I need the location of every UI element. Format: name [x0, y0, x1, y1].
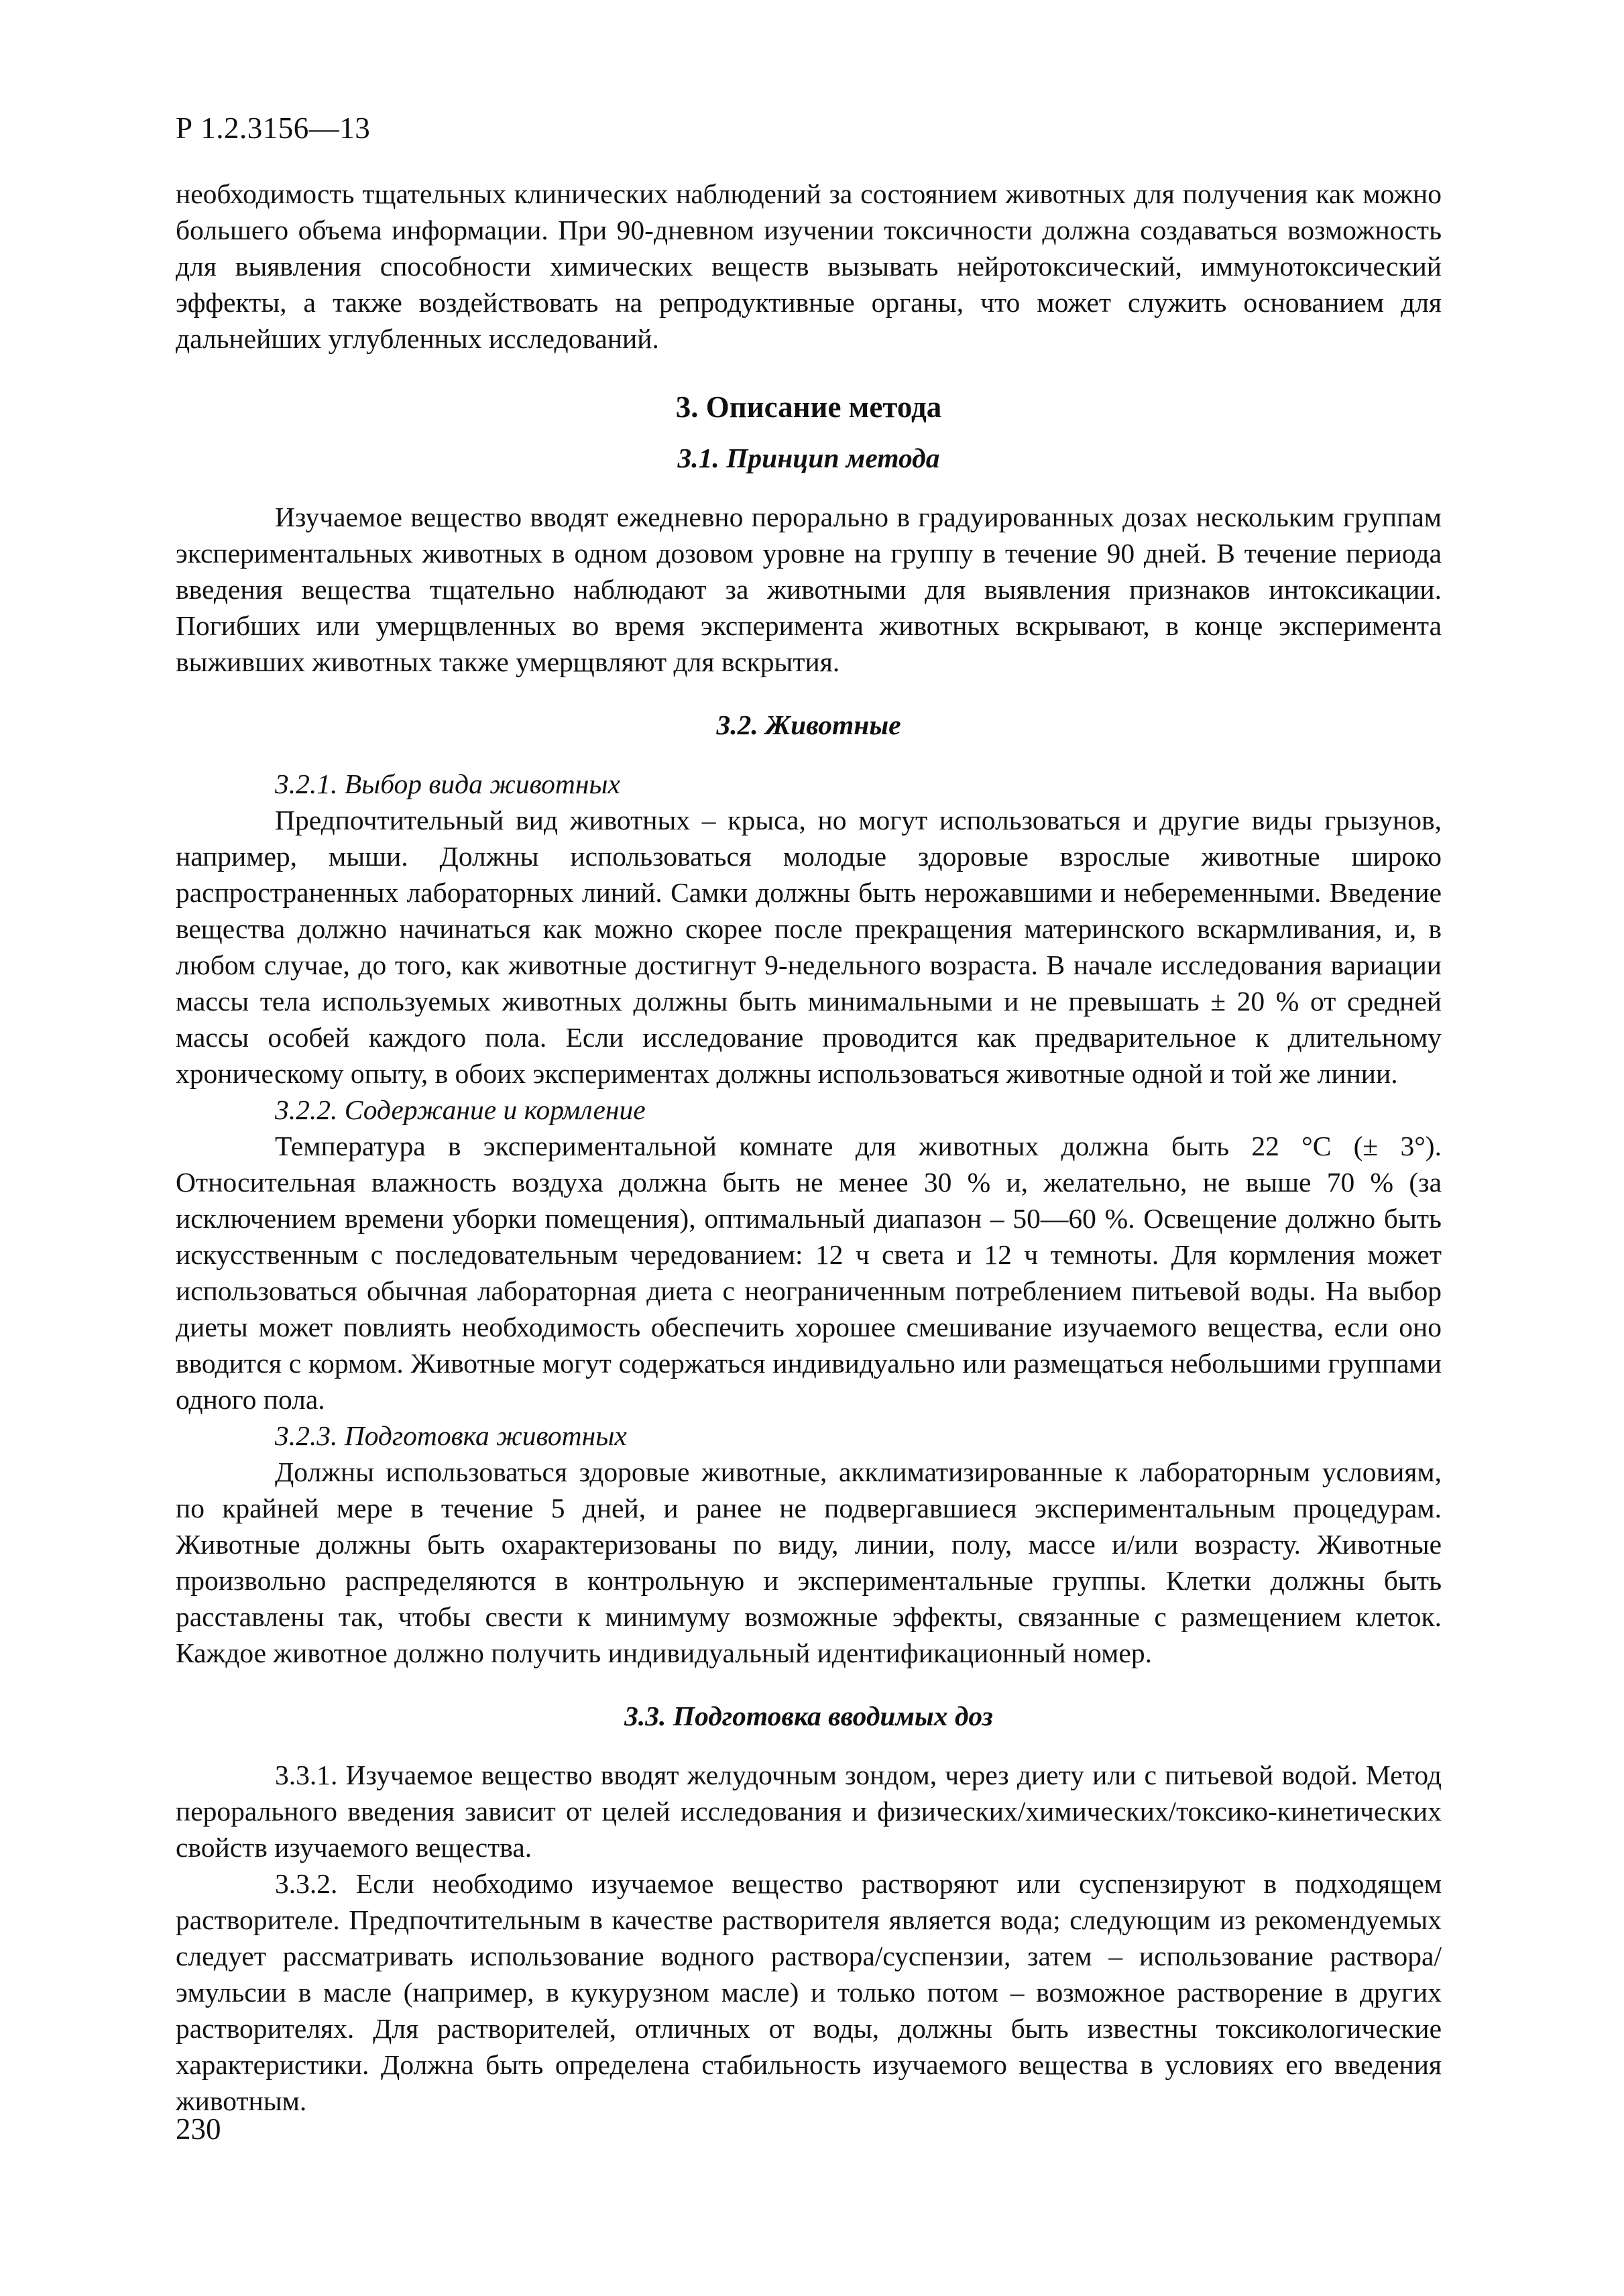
subsection-3-2-title: 3.2. Животные [716, 709, 901, 740]
item-3-2-1-title: 3.2.1. Выбор вида животных [275, 768, 620, 799]
page-number: 230 [176, 2112, 221, 2146]
subsection-3-3-title: 3.3. Подготовка вводимых доз [624, 1701, 993, 1731]
item-3-2-2-text: Температура в экспериментальной комнате для животных должна быть 22 °С (± 3°). Относительная влажность воздуха должна быть не менее 30 % и, желательно, не выше 70 % (за исключением времени уборки помещения), оптимальный диапазон – 50—60 %. Освещение должно быть искусственным с последовательным чередованием: 12 ч света и 12 ч темноты. Для кормления может использоваться обычная лабораторная диета с неограниченным потреблением питьевой воды. На выбор диеты может повлиять необходимость обеспечить хорошее смешивание изучаемого вещества, если оно вводится с кормом. Животные могут содержаться индивидуально или размещаться небольшими группами одного пола. [176, 1131, 1442, 1415]
item-3-2-2-title: 3.2.2. Содержание и кормление [275, 1094, 646, 1125]
section-3-title: 3. Описание метода [675, 390, 942, 424]
item-3-3-2-text: 3.3.2. Если необходимо изучаемое вещество растворяют или суспензируют в подходящем растворителе. Предпочтительным в качестве растворителя является вода; следующим из рекомендуемых следует рассматривать использование водного раствора/суспензии, затем – использование раствора/эмульсии в масле (например, в кукурузном масле) и только потом – возможное растворение в других растворителях. Для растворителей, отличных от воды, должны быть известны токсикологические характеристики. Должна быть определена стабильность изучаемого вещества в условиях его введения животным. [176, 1868, 1442, 2116]
page-content [176, 176, 1442, 2119]
intro-paragraph: необходимость тщательных клинических наблюдений за состоянием животных для получения как можно большего объема информации. При 90-дневном изучении токсичности должна создаваться возможность для выявления способности химических веществ вызывать нейротоксический, иммунотоксический эффекты, а также воздействовать на репродуктивные органы, что может служить основанием для дальнейших углубленных исследований. [176, 178, 1442, 354]
item-3-2-1-text: Предпочтительный вид животных – крыса, но могут использоваться и другие виды грызунов, например, мыши. Должны использоваться молодые здоровые взрослые животные широко распространенных лабораторных линий. Самки должны быть нерожавшими и небеременными. Введение вещества должно начинаться как можно скорее после прекращения материнского вскармливания, и, в любом случае, до того, как животные достигнут 9-недельного возраста. В начале исследования вариации массы тела используемых животных должны быть минимальными и не превышать ± 20 % от средней массы особей каждого пола. Если исследование проводится как предварительное к длительному хроническому опыту, в обоих экспериментах должны использоваться животные одной и той же линии. [176, 805, 1442, 1089]
document-code: Р 1.2.3156—13 [176, 111, 371, 145]
item-3-2-3-text: Должны использоваться здоровые животные, акклиматизированные к лабораторным условиям, по крайней мере в течение 5 дней, и ранее не подвергавшиеся экспериментальным процедурам. Животные должны быть охарактеризованы по виду, линии, полу, массе и/или возрасту. Животные произвольно распределяются в контрольную и экспериментальные группы. Клетки должны быть расставлены так, чтобы свести к минимуму возможные эффекты, связанные с размещением клеток. Каждое животное должно получить индивидуальный идентификационный номер. [176, 1456, 1442, 1668]
subsection-3-1-title: 3.1. Принцип метода [677, 443, 940, 473]
item-3-2-3-title: 3.2.3. Подготовка животных [275, 1420, 627, 1451]
subsection-3-1-text: Изучаемое вещество вводят ежедневно перорально в градуированных дозах нескольким группам экспериментальных животных в одном дозовом уровне на группу в течение 90 дней. В течение периода введения вещества тщательно наблюдают за животными для выявления признаков интоксикации. Погибших или умерщвленных во время эксперимента животных вскрывают, в конце эксперимента выживших животных также умерщвляют для вскрытия. [176, 502, 1442, 677]
item-3-3-1-text: 3.3.1. Изучаемое вещество вводят желудочным зондом, через диету или с питьевой водой. Метод перорального введения зависит от целей исследования и физических/химических/токсико-кинетических свойств изучаемого вещества. [176, 1760, 1442, 1863]
